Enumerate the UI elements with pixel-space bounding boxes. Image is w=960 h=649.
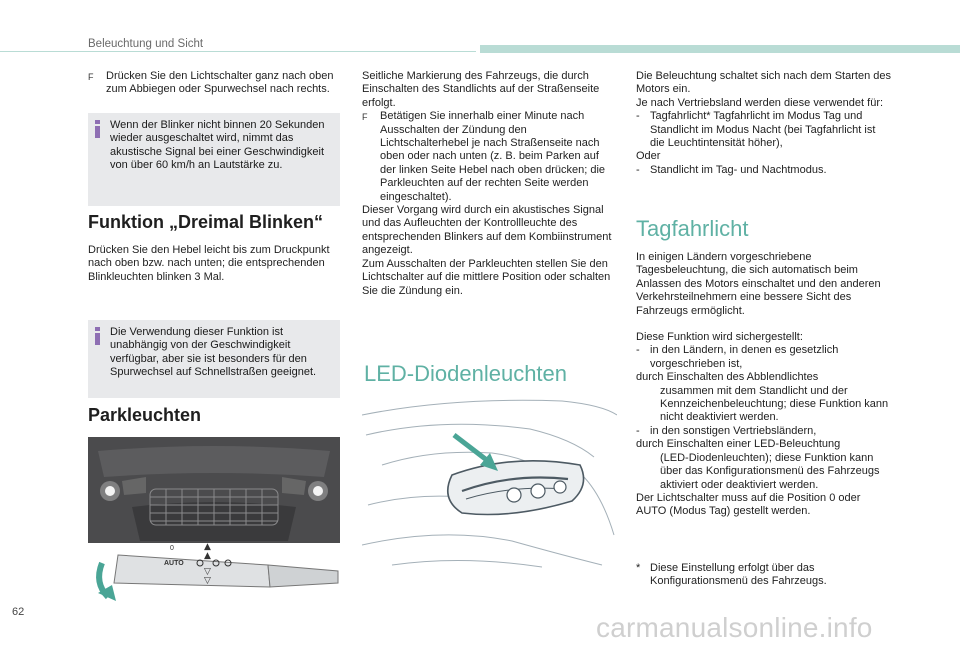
info-icon bbox=[95, 327, 100, 345]
col3-indent-b: (LED-Diodenleuchten); diese Funktion kann über das Konfigurationsmenü des Fahrzeugs aktiviert oder deaktiviert werden. bbox=[660, 451, 880, 491]
col3-line-b: durch Einschalten einer LED-Beleuchtung bbox=[636, 438, 841, 451]
col1-bullet-text: Drücken Sie den Lichtschalter ganz nach oben zum Abbiegen oder Spurwechsel nach rechts. bbox=[106, 70, 334, 96]
dreimal-text: Drücken Sie den Hebel leicht bis zum Druckpunkt nach oben bzw. nach unten; die entsprechenden Blinkleuchten blinken 3 Mal. bbox=[88, 244, 330, 283]
page-number: 62 bbox=[12, 606, 25, 618]
svg-text:▽: ▽ bbox=[204, 567, 211, 577]
led-svg bbox=[362, 395, 617, 575]
info-icon bbox=[95, 120, 100, 138]
col3-dash3: in den Ländern, in denen es gesetzlich vorgeschrieben ist, bbox=[650, 344, 839, 370]
col2-intro: Seitliche Markierung des Fahrzeugs, die durch Einschalten des Standlichts auf der Straßenseite erfolgt. bbox=[362, 70, 600, 109]
heading-tagfahrlicht: Tagfahrlicht bbox=[636, 216, 749, 241]
col3-line-a: durch Einschalten des Abblendlichtes bbox=[636, 371, 819, 384]
col3-top: Die Beleuchtung schaltet sich nach dem Starten des Motors ein. Je nach Vertriebsland werden diese verwendet für: - Tagfahrlicht* Tagfahrlicht im Modus Tag und Standlicht im Modus Nacht (bei Tagfahrlicht ist die Leuchtintensität höher), Oder - Standlicht im Tag- und Nachtmodus. bbox=[636, 70, 891, 176]
col3-dash1: Tagfahrlicht* Tagfahrlicht im Modus Tag und Standlicht im Modus Nacht (bei Tagfahrlicht ist die Leuchtintensität höher), bbox=[650, 110, 876, 150]
svg-text:▲: ▲ bbox=[204, 551, 211, 561]
footnote-mark: * bbox=[636, 562, 641, 574]
col3-dash4: in den sonstigen Vertriebsländern, bbox=[650, 424, 817, 437]
info-note-speed bbox=[88, 320, 340, 398]
col3-body: In einigen Ländern vorgeschriebene Tagesbeleuchtung, die sich automatisch beim Anlassen des Motors einschaltet und den anderen Verkehrsteilnehmern eine bessere Sicht des Fahrzeugs ermöglicht. Diese Funktion wird sichergestellt: - in den Ländern, in denen es gesetzlich vorgeschrieben ist, durch Einschalten des Abblendlichtes zusammen mit dem Standlicht und der Kennzeichenbeleuchtung; diese Funktion kann nicht deaktiviert werden. - in den sonstigen Vertriebsländern, durch Einschalten einer LED-Beleuchtung (LED-Diodenleuchten); diese Funktion kann über das Konfigurationsmenü des Fahrzeugs aktiviert oder deaktiviert werden. Der Lichtschalter muss auf die Position 0 oder AUTO (Modus Tag) gestellt werden. bbox=[636, 251, 892, 519]
zero-label: 0 bbox=[170, 545, 174, 552]
info-note-speed-text: Die Verwendung dieser Funktion ist unabhängig von der Geschwindigkeit verfügbar, aber sie ist besonders für den Spurwechsel auf Schnellstraßen geeignet. bbox=[110, 326, 317, 379]
heading-dreimal-blinken: Funktion „Dreimal Blinken“ bbox=[88, 212, 324, 232]
bullet-marker: F bbox=[88, 72, 94, 82]
watermark: carmanualsonline.info bbox=[596, 612, 873, 643]
col3-indent-a: zusammen mit dem Standlicht und der Kennzeichenbeleuchtung; diese Funktion kann nicht deaktiviert werden. bbox=[660, 384, 889, 424]
info-note-blinker bbox=[88, 113, 340, 206]
parkleuchten-illustration bbox=[88, 437, 340, 605]
col3-p1: Die Beleuchtung schaltet sich nach dem Starten des Motors ein. bbox=[636, 70, 891, 96]
heading-parkleuchten: Parkleuchten bbox=[88, 405, 202, 425]
header-bar bbox=[480, 45, 960, 53]
footnote-text: Diese Einstellung erfolgt über das Konfigurationsmenü des Fahrzeugs. bbox=[650, 562, 827, 588]
led-illustration bbox=[362, 395, 617, 575]
col3-p3: In einigen Ländern vorgeschriebene Tagesbeleuchtung, die sich automatisch beim Anlassen des Motors einschaltet und den anderen Verkehrsteilnehmern eine bessere Sicht des Fahrzeugs ermöglicht. bbox=[636, 251, 881, 317]
col3-p2: Je nach Vertriebsland werden diese verwendet für: bbox=[636, 96, 884, 109]
footnote bbox=[636, 562, 876, 589]
col3-dash2: Standlicht im Tag- und Nachtmodus. bbox=[650, 163, 827, 176]
col3-oder: Oder bbox=[636, 150, 661, 163]
header-rule bbox=[0, 51, 476, 52]
col1-bullet bbox=[88, 70, 338, 97]
svg-text:▲: ▲ bbox=[204, 542, 211, 552]
col2-bullet-text: Betätigen Sie innerhalb einer Minute nach Ausschalten der Zündung den Lichtschalterhebel je nach Straßenseite nach oben oder nach unten (z. B. beim Parken auf der linken Seite Hebel nach oben drücken; die Parkleuchten auf der rechten Seite werden eingeschaltet). bbox=[380, 110, 606, 203]
bullet-marker: F bbox=[362, 112, 368, 123]
heading-led: LED-Diodenleuchten bbox=[364, 361, 568, 386]
col2-text bbox=[362, 70, 614, 298]
svg-text:▽: ▽ bbox=[204, 576, 211, 586]
running-header: Beleuchtung und Sicht bbox=[88, 38, 204, 50]
col2-para2: Zum Ausschalten der Parkleuchten stellen Sie den Lichtschalter auf die mittlere Position oder schalten Sie die Zündung ein. bbox=[362, 257, 611, 297]
col3-p5: Der Lichtschalter muss auf die Position 0 oder AUTO (Modus Tag) gestellt werden. bbox=[636, 491, 861, 518]
info-note-text: Wenn der Blinker nicht binnen 20 Sekunden wieder ausgeschaltet wird, nimmt das akustische Signal bei einer Geschwindigkeit von über 60 km/h an Lautstärke zu. bbox=[110, 119, 325, 172]
auto-label: AUTO bbox=[164, 560, 184, 567]
parkleuchten-svg bbox=[88, 437, 340, 605]
col3-p4: Diese Funktion wird sichergestellt: bbox=[636, 331, 803, 344]
col2-para1: Dieser Vorgang wird durch ein akustisches Signal und das Aufleuchten der Kontrollleuchte des entsprechenden Blinkers auf dem Kombiinstrument angezeigt. bbox=[362, 204, 612, 257]
